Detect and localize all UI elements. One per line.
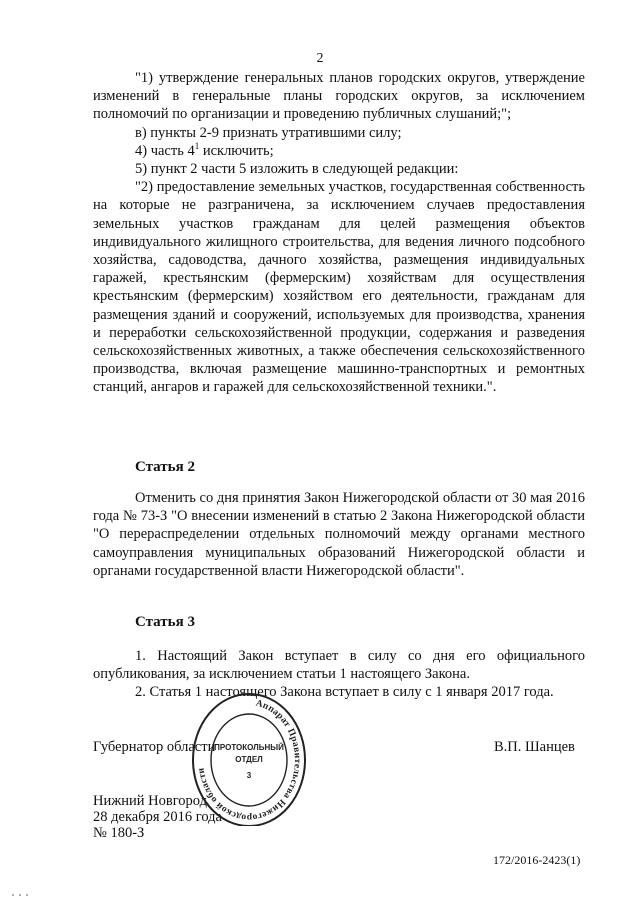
governor-name: В.П. Шанцев: [494, 739, 575, 755]
stamp-center-line-1: ПРОТОКОЛЬНЫЙ: [214, 743, 284, 752]
governor-title: Губернатор области: [93, 739, 216, 755]
article-3-item-1: 1. Настоящий Закон вступает в силу со дня его официального опубликования, за исключением статьи 1 настоящего Закона.: [93, 648, 585, 683]
paragraph-item-2-quote: "2) предоставление земельных участков, государственная собственность на которые не разграничена, за исключением случаев предоставления земельных участков гражданам для целей размещения объектов индивидуального жилищного строительства, для ведения личного подсобного хозяйства, садоводства, дачного хозяйства, размещения индивидуальных гаражей, крестьянским (фермерским) хозяйствам для осуществления крестьянским (фермерским) хозяйством его деятельности, гражданам для размещения зданий и сооружений, используемых для производства, хранения и переработки сельскохозяйственной продукции, содержания и разведения сельскохозяйственных животных, а также обеспечения сельскохозяйственного производства, включая размещение машинно-транспортных и ремонтных станций, ангаров и гаражей для сельскохозяйственной техники.".: [93, 179, 585, 396]
signing-date: 28 декабря 2016 года: [93, 809, 222, 825]
paragraph-item-5: 5) пункт 2 части 5 изложить в следующей редакции:: [135, 161, 459, 178]
article-2-text: Отменить со дня принятия Закон Нижегородской области от 30 мая 2016 года № 73-З "О внесении изменений в статью 2 Закона Нижегородской области "О перераспределении отдельных полномочий между органами местного самоуправления муниципальных образований Нижегородской области и органами государственной власти Нижегородской области".: [93, 490, 585, 579]
amendment-text: [93, 69, 585, 397]
item-4-superscript: 1: [194, 140, 200, 151]
scan-edge-marks: [10, 893, 40, 897]
stamp-ring-text: Аппарат Правительства Нижегородской области: [196, 698, 302, 823]
article-3-item-2: 2. Статья 1 настоящего Закона вступает в силу с 1 января 2017 года.: [135, 684, 554, 701]
article-2-heading: Статья 2: [135, 459, 195, 475]
protocol-stamp-icon: [190, 688, 308, 826]
page-number: 2: [316, 51, 324, 66]
stamp-center-line-2: ОТДЕЛ: [235, 755, 263, 764]
stamp-center-line-3: 3: [246, 771, 252, 780]
article-2-body: [93, 489, 585, 580]
article-3-body: [93, 647, 585, 702]
article-3-heading: Статья 3: [135, 614, 195, 630]
item-4-text: 4) часть 4: [135, 142, 195, 159]
law-number: № 180-З: [93, 825, 145, 841]
item-4-text-end: исключить;: [199, 142, 274, 159]
paragraph-item-1: "1) утверждение генеральных планов городских округов, утверждение изменений в генеральные планы городских округов, за исключением полномочий по организации и проведению публичных слушаний;";: [93, 70, 585, 123]
document-code: 172/2016-2423(1): [493, 853, 581, 867]
paragraph-item-4: [93, 142, 585, 160]
signing-place: Нижний Новгород: [93, 793, 208, 809]
paragraph-item-v: в) пункты 2-9 признать утратившими силу;: [135, 124, 402, 141]
